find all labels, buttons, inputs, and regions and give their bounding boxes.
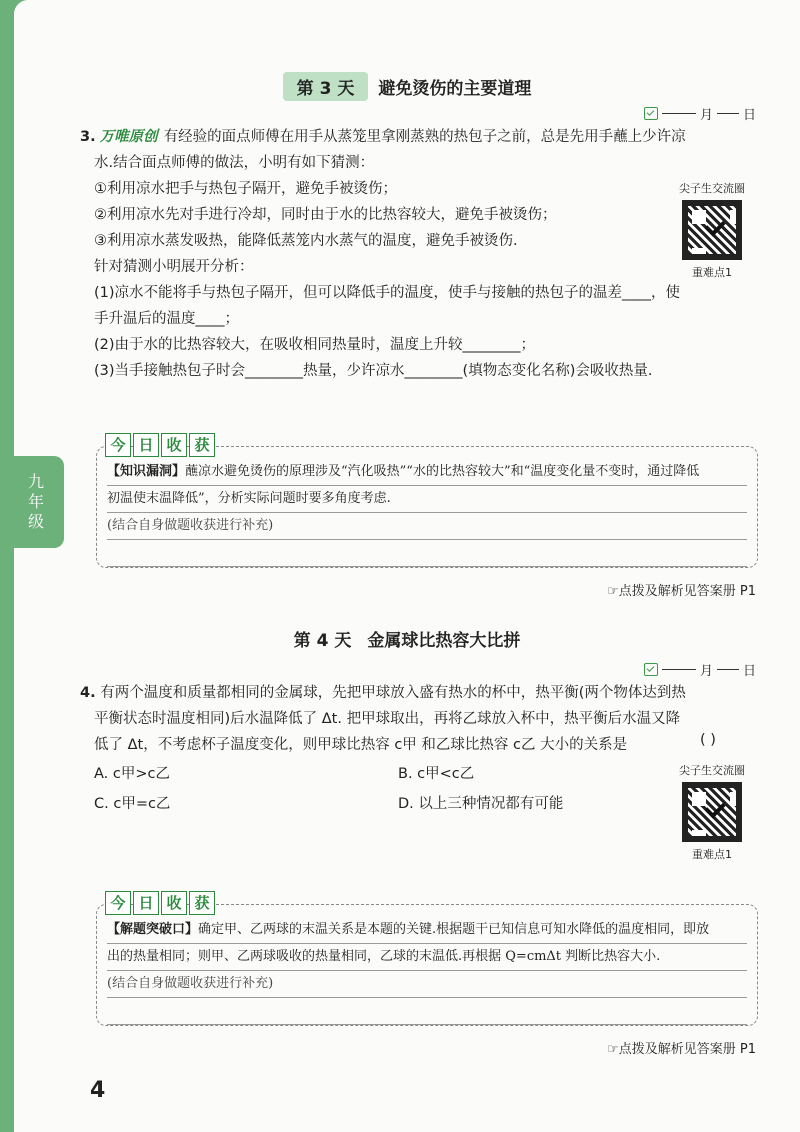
qr-bottom-label: 重难点1 (692, 848, 732, 861)
harvest-line (107, 459, 747, 486)
page-number: 4 (90, 1078, 106, 1103)
question-number: 4. (80, 685, 96, 701)
page (14, 0, 800, 1132)
question-line: 手升温后的温度____； (94, 311, 239, 327)
section-title (14, 626, 800, 651)
question-3 (80, 124, 760, 384)
tip-label: 【解题突破口】 (107, 922, 199, 937)
harvest-blank-line[interactable] (107, 998, 747, 1025)
answer-reference: ☞点拨及解析见答案册 P1 (607, 584, 756, 599)
qr-code-icon[interactable] (682, 200, 742, 260)
grade-char: 九 (27, 472, 44, 491)
harvest-line (107, 917, 747, 944)
option-c[interactable]: C. c甲=c乙 (94, 796, 171, 812)
harvest-note[interactable]: (结合自身做题收获进行补充) (107, 971, 747, 998)
grade-side-tab (8, 456, 64, 548)
day-field-label: 日 (742, 664, 756, 679)
month-label: 月 (699, 664, 713, 679)
section-heading: 金属球比热容大比拼 (367, 631, 521, 651)
harvest-tag (105, 433, 215, 457)
harvest-line: 出的热量相同；则甲、乙两球吸收的热量相同，乙球的末温低.再根据 Q=cmΔt 判断比热容大小. (107, 944, 747, 971)
day-label: 第 3 天 (283, 72, 369, 101)
option-b[interactable]: B. c甲<c乙 (398, 766, 475, 782)
question-number: 3. (80, 129, 96, 145)
question-line: 水.结合面点师傅的做法，小明有如下猜测： (94, 155, 375, 171)
day-field-label: 日 (742, 108, 756, 123)
check-icon (704, 215, 725, 236)
calendar-check-icon (644, 107, 658, 120)
tag-char: 获 (189, 433, 215, 457)
brand-logo: 万唯原创 (99, 129, 158, 145)
question-line: 针对猜测小明展开分析： (94, 259, 254, 275)
day-label: 第 4 天 (293, 631, 352, 651)
question-line: ③利用凉水蒸发吸热，能降低蒸笼内水蒸气的温度，避免手被烫伤. (94, 233, 518, 249)
tag-char: 获 (189, 891, 215, 915)
tag-char: 今 (105, 433, 131, 457)
qr-block[interactable] (667, 180, 757, 280)
tip-text: 蘸凉水避免烫伤的原理涉及“汽化吸热”“水的比热容较大”和“温度变化量不变时，通过降低 (185, 464, 700, 479)
tag-char: 收 (161, 891, 187, 915)
tag-char: 收 (161, 433, 187, 457)
question-line: ①利用凉水把手与热包子隔开，避免手被烫伤； (94, 181, 397, 197)
question-line: 低了 Δt，不考虑杯子温度变化，则甲球比热容 c甲 和乙球比热容 c乙 大小的关系是 (94, 737, 628, 753)
section-title (14, 72, 800, 101)
qr-bottom-label: 重难点1 (692, 266, 732, 279)
tag-char: 今 (105, 891, 131, 915)
check-icon (704, 797, 725, 818)
harvest-box (96, 894, 758, 1026)
question-line: 平衡状态时温度相同)后水温降低了 Δt. 把甲球取出，再将乙球放入杯中，热平衡后水温又降 (94, 711, 681, 727)
harvest-blank-line[interactable] (107, 540, 747, 567)
question-line: (3)当手接触热包子时会________热量，少许凉水________(填物态变化名称)会吸收热量. (94, 363, 653, 379)
month-label: 月 (699, 108, 713, 123)
question-line: ②利用凉水先对手进行冷却，同时由于水的比热容较大，避免手被烫伤； (94, 207, 557, 223)
question-line: 有经验的面点师傅在用手从蒸笼里拿刚蒸熟的热包子之前，总是先用手蘸上少许凉 (163, 129, 686, 145)
tip-label: 【知识漏洞】 (107, 464, 186, 479)
grade-char: 级 (27, 512, 44, 531)
qr-block[interactable] (667, 762, 757, 862)
qr-top-label: 尖子生交流圈 (679, 764, 745, 777)
option-d[interactable]: D. 以上三种情况都有可能 (398, 796, 564, 812)
date-row (644, 104, 756, 123)
calendar-check-icon (644, 663, 658, 676)
grade-char: 年 (27, 492, 44, 511)
qr-code-icon[interactable] (682, 782, 742, 842)
question-line: (1)凉水不能将手与热包子隔开，但可以降低手的温度，使手与接触的热包子的温差____，使 (94, 285, 681, 301)
option-a[interactable]: A. c甲>c乙 (94, 766, 170, 782)
harvest-line: 初温使末温降低”，分析实际问题时要多角度考虑. (107, 486, 747, 513)
question-line: 有两个温度和质量都相同的金属球，先把甲球放入盛有热水的杯中，热平衡(两个物体达到热 (100, 685, 686, 701)
section-heading: 避免烫伤的主要道理 (378, 79, 532, 99)
answer-reference: ☞点拨及解析见答案册 P1 (607, 1042, 756, 1057)
tip-text: 确定甲、乙两球的末温关系是本题的关键.根据题干已知信息可知水降低的温度相同，即放 (198, 922, 710, 937)
answer-paren[interactable]: ( ) (700, 732, 716, 748)
harvest-tag (105, 891, 215, 915)
qr-top-label: 尖子生交流圈 (679, 182, 745, 195)
harvest-note[interactable]: (结合自身做题收获进行补充) (107, 513, 747, 540)
date-row (644, 660, 756, 679)
tag-char: 日 (133, 433, 159, 457)
question-4 (80, 680, 760, 758)
tag-char: 日 (133, 891, 159, 915)
harvest-box (96, 436, 758, 568)
question-line: (2)由于水的比热容较大，在吸收相同热量时，温度上升较________； (94, 337, 536, 353)
